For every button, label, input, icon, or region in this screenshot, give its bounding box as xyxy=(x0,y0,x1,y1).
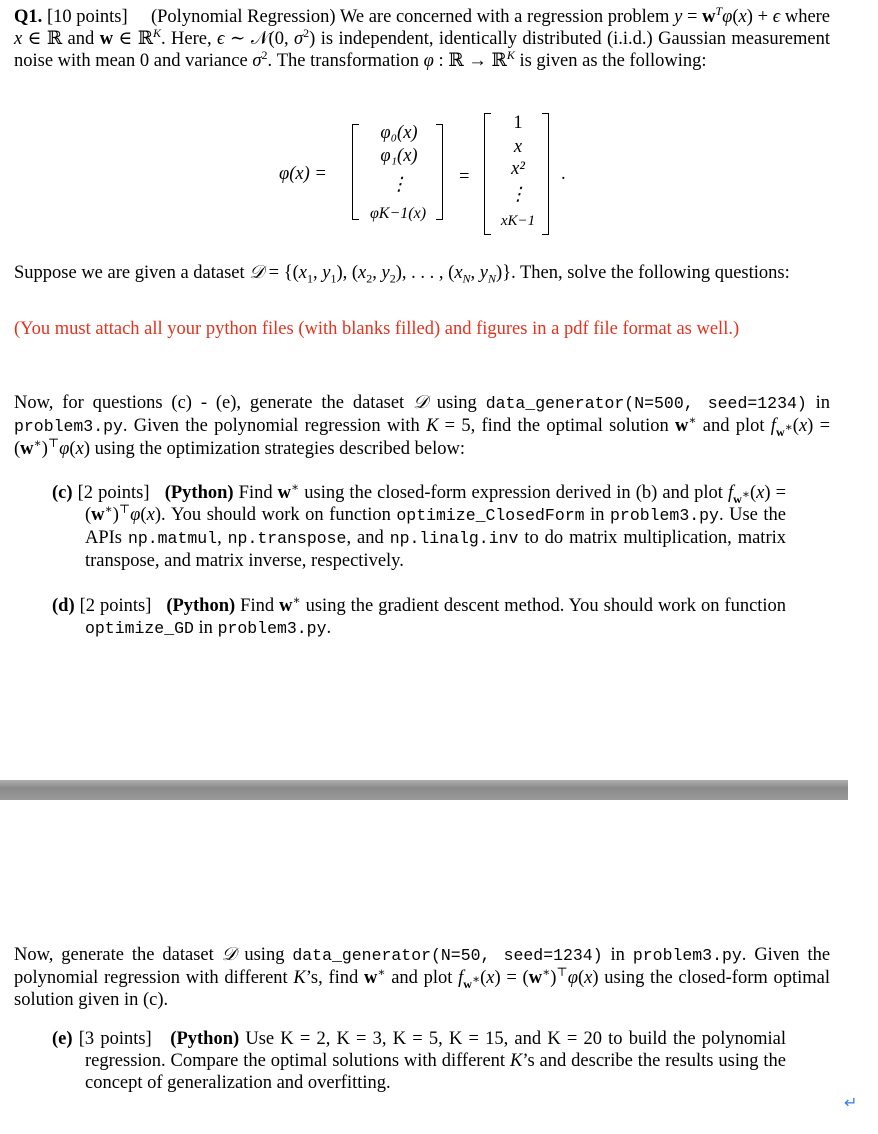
code-np-transpose: np.transpose xyxy=(227,529,347,548)
code-filename: problem3.py xyxy=(14,417,123,436)
phi-component: φK−1(x) xyxy=(369,205,427,222)
part-d-text-3: in xyxy=(198,618,213,638)
equals-sign: = xyxy=(459,167,470,187)
dataset-text-2: . Then, solve the following questions: xyxy=(511,263,790,283)
part-c-text-1: Find xyxy=(238,483,273,503)
part-d: (d) [2 points] (Python) Find w∗ using the gradient descent method. You should work on function optimize_GD in problem3.py. xyxy=(52,592,787,638)
section1-text-7: using the optimization strategies described below: xyxy=(94,439,466,459)
part-e-tag: (Python) xyxy=(170,1029,240,1049)
code-filename: problem3.py xyxy=(610,506,719,525)
monomial: x xyxy=(513,137,523,157)
part-c-tag: (Python) xyxy=(164,483,234,503)
section1-text-2: using xyxy=(436,393,477,413)
phi-component: ⋮ xyxy=(389,175,409,195)
question-title: (Polynomial Regression) xyxy=(150,7,336,27)
part-d-text-4: . xyxy=(326,618,332,638)
code-np-linalg-inv: np.linalg.inv xyxy=(389,529,519,548)
part-d-points: [2 points] xyxy=(79,596,152,616)
equation-period: . xyxy=(561,164,566,184)
code-data-generator: data_generator(N=50, seed=1234) xyxy=(292,946,603,965)
code-data-generator: data_generator(N=500, seed=1234) xyxy=(485,394,807,413)
section2-text-3: in xyxy=(610,945,625,965)
code-optimize-gd: optimize_GD xyxy=(85,619,194,638)
part-c-text-7: to do matrix multiplication, matrix transpose, and matrix inverse, respectively. xyxy=(85,528,786,571)
section2-paragraph: Now, generate the dataset 𝒟 using data_generator(N=50, seed=1234) in problem3.py. Given the polynomial regression with different K’s, find w∗ and plot $f_{w^∗}(x) = (w^∗)^⊤\varphi(x)$ using the closed-form optimal solution given in (c). xyxy=(14,945,831,1010)
attachment-note: (You must attach all your python files (with blanks filled) and figures in a pdf file format as well.) xyxy=(14,319,740,339)
part-e-text-2: ’s and describe the results using the concept of generalization and overfitting. xyxy=(85,1051,786,1093)
section1-text-3: in xyxy=(815,393,831,413)
part-d-text-2: using the gradient descent method. You should work on function xyxy=(305,596,787,616)
monomial: 1 xyxy=(513,113,523,133)
section1-text-5: = 5, find the optimal solution xyxy=(444,416,669,436)
part-c: (c) [2 points] (Python) Find w∗ using the closed-form expression derived in (b) and plot $f_{w^∗}(x) = (w^∗)^⊤\varphi(x)$. You should work on function optimize_ClosedForm in problem3.py. Use the APIs np.matmul, np.transpose, and np.linalg.inv to do matrix multiplication, matrix transpose, and matrix inverse, respectively. xyxy=(52,479,787,571)
question-label: Q1. xyxy=(14,7,43,27)
section1-text-1: Now, for questions (c) - (e), generate the dataset xyxy=(14,393,405,413)
intro-text-3: and xyxy=(67,29,95,49)
monomial: ⋮ xyxy=(508,185,528,205)
part-c-points: [2 points] xyxy=(77,483,150,503)
phi-component: φ₁(x) xyxy=(380,146,418,166)
equation-lhs: φ(x) = xyxy=(279,164,327,184)
phi-component: φ₀(x) xyxy=(380,123,418,143)
intro-text-1: We are concerned with a regression problem xyxy=(339,7,670,27)
section2-text-4: . Given the polynomial regression with different xyxy=(14,945,831,988)
part-e-text-1: Use K = 2, K = 3, K = 5, K = 15, and K = 20 to build the polynomial regression. Compare the optimal solutions with different xyxy=(85,1029,787,1071)
intro-text-7: is given as the following: xyxy=(519,51,707,71)
section2-text-2: using xyxy=(244,945,285,965)
code-filename: problem3.py xyxy=(217,619,327,638)
dataset-text-1: Suppose we are given a dataset xyxy=(14,263,245,283)
question-intro: Q1. [10 points] (Polynomial Regression) We are concerned with a regression problem $y = w^T\varphi(x) + \epsilon$ where x ∈ ℝ and w ∈ ℝ$^K$. Here, ϵ ∼ 𝒩(0, $\sigma^2$) is independent, identically distributed (i.i.d.) Gaussian measurement noise with mean 0 and variance $\sigma^2$. The transformation φ : ℝ → ℝ$^K$ is given as the following: xyxy=(14,3,831,71)
part-e: (e) [3 points] (Python) Use K = 2, K = 3, K = 5, K = 15, and K = 20 to build the polynomial regression. Compare the optimal solutions with different K’s and describe the results using the concept of generalization and overfitting. xyxy=(52,1029,787,1093)
intro-text-4: . Here, xyxy=(160,29,212,49)
code-filename: problem3.py xyxy=(632,946,742,965)
part-e-label: (e) xyxy=(52,1029,73,1049)
part-e-points: [3 points] xyxy=(78,1029,152,1049)
part-d-label: (d) xyxy=(52,596,75,616)
section1-text-4: . Given the polynomial regression with xyxy=(122,416,420,436)
part-d-tag: (Python) xyxy=(166,596,236,616)
intro-text-6: . The transformation xyxy=(267,51,420,71)
part-c-text-5: . Use the APIs xyxy=(85,505,787,548)
question-points: [10 points] xyxy=(46,7,128,27)
section1-paragraph: Now, for questions (c) - (e), generate the dataset 𝒟 using data_generator(N=500, seed=1234) in problem3.py. Given the polynomial regression with K = 5, find the optimal solution w∗ and plot $f_{w^∗}(x) = (w^∗)^⊤\varphi(x)$ using the optimization strategies described below: xyxy=(14,393,831,459)
intro-text-5: is independent, identically distributed (i.i.d.) Gaussian measurement noise with mean 0 and variance xyxy=(14,29,830,71)
part-c-label: (c) xyxy=(52,483,73,503)
section2-text-5: ’s, find xyxy=(305,968,359,988)
part-c-text-6: , and xyxy=(346,528,384,548)
monomial: x² xyxy=(511,159,525,179)
section2-text-7: using the closed-form optimal solution given in (c). xyxy=(14,968,830,1010)
code-optimize-closedform: optimize_ClosedForm xyxy=(396,506,585,525)
section1-text-6: and plot xyxy=(702,416,765,436)
dataset-paragraph: Suppose we are given a dataset 𝒟 = {($x_1$, $y_1$), ($x_2$, $y_2$), . . . , ($x_N$, $y_N$)}. Then, solve the following questions: xyxy=(14,263,790,286)
section2-text-6: and plot xyxy=(391,968,453,988)
part-c-text-2: using the closed-form expression derived in (b) and plot xyxy=(304,483,723,503)
part-c-text-3: . You should work on function xyxy=(160,505,391,525)
intro-text-2: where xyxy=(784,7,831,27)
page-divider xyxy=(0,780,848,800)
phi-equation xyxy=(0,108,878,238)
part-c-text-4: in xyxy=(590,505,605,525)
section2-text-1: Now, generate the dataset xyxy=(14,945,214,965)
monomial: xK−1 xyxy=(500,213,536,229)
part-d-text-1: Find xyxy=(240,596,275,616)
return-arrow-icon[interactable]: ↵ xyxy=(844,1093,858,1112)
code-np-matmul: np.matmul xyxy=(127,529,218,548)
